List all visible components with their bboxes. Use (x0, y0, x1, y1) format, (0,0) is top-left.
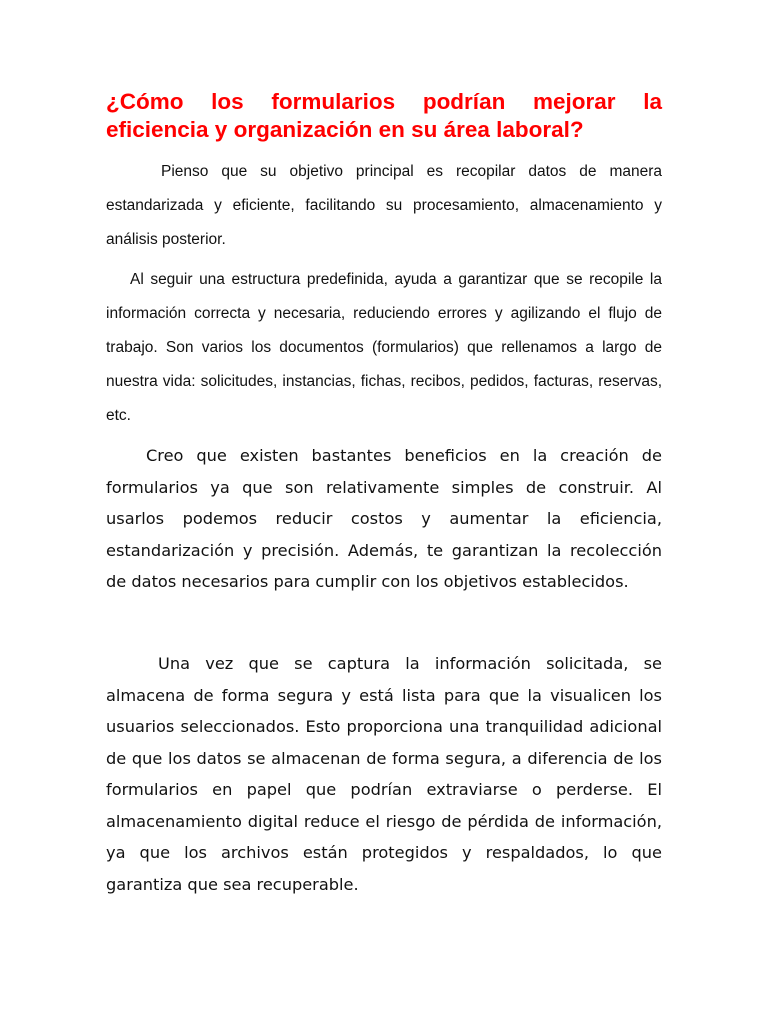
paragraph-1: Pienso que su objetivo principal es recopilar datos de manera estandarizada y eficiente, facilitando su procesamiento, almacenamiento y análisis posterior. (106, 163, 662, 248)
paragraph-3: Creo que existen bastantes beneficios en la creación de formularios ya que son relativamente simples de construir. Al usarlos podemos reducir costos y aumentar la eficiencia, estandarización y precisión. Además, te garantizan la recolección de datos necesarios para cumplir con los objetivos establecidos. (106, 446, 662, 591)
paragraph-2: Al seguir una estructura predefinida, ayuda a garantizar que se recopile la información correcta y necesaria, reduciendo errores y agilizando el flujo de trabajo. Son varios los documentos (formularios) que rellenamos a largo de nuestra vida: solicitudes, instancias, fichas, recibos, pedidos, facturas, reservas, etc. (106, 271, 662, 424)
document-title: ¿Cómo los formularios podrían mejorar la eficiencia y organización en su área laboral? (106, 89, 662, 142)
paragraph-4: Una vez que se captura la información solicitada, se almacena de forma segura y está lista para que la visualicen los usuarios seleccionados. Esto proporciona una tranquilidad adicional de que los datos se almacenan de forma segura, a diferencia de los formularios en papel que podrían extraviarse o perderse. El almacenamiento digital reduce el riesgo de pérdida de información, ya que los archivos están protegidos y respaldados, lo que garantiza que sea recuperable. (106, 654, 662, 894)
